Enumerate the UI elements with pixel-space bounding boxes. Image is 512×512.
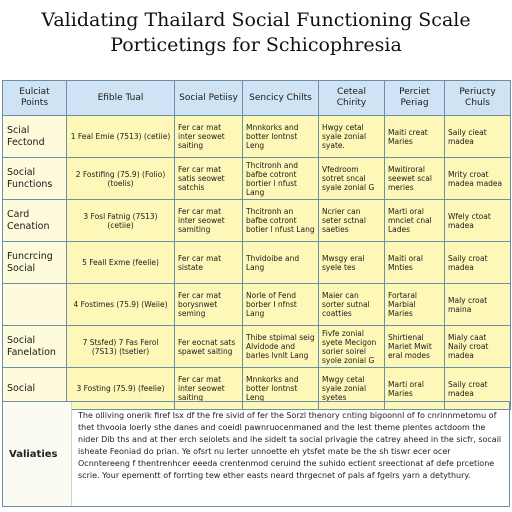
- table-cell: Marti oral mnciet cnal Lades: [385, 200, 445, 242]
- table-row: [3, 284, 511, 326]
- table-cell: Fer car mat inter seowet samiting: [175, 200, 243, 242]
- table-cell: Marti oral Maries: [385, 368, 445, 410]
- column-header: Sencicy Chilts: [243, 81, 319, 116]
- row-label: Card Cenation: [3, 200, 67, 242]
- table-cell: Maiti oral Mnties: [385, 242, 445, 284]
- row-label: [3, 284, 67, 326]
- table-cell: 3 Fosl Fatnig (7S13) (cetiie): [67, 200, 175, 242]
- validity-paragraph: The olliving onerik firef Isx df the fre sivid of fer the Sorzl thenory cnting bigoonnl of fo cnrinnmetomu of thet thvooia loerly sthe danes and coeidl pawnruocenmaned and the lest theme plentes actdoom the nider Dib ths and at ther erch seiolets and ihe sidelt ta social privagie the catrey aheed in the sicfr, socail isheate Feoniad do prian. Ye ofsrt nu lerter unnoette eh ytsfet mate be the sh tiswr ecer ocer Ocnntereeng f thentrenhcer eeeda crentenmod ceruind the suhido ectient sreectionat af defe prcetione scrie. Your epementt of forrting tew ether easts neard thrgecnet of pals af fgelrs yarn a detythury.: [78, 411, 502, 480]
- row-label: Funcrcing Social: [3, 242, 67, 284]
- title-line-1: Validating Thailard Social Functioning Scale: [41, 9, 471, 31]
- table-cell: 7 Stsfed) 7 Fas Ferol (7S13) (tsetier): [67, 326, 175, 368]
- column-header: Efible Tual: [67, 81, 175, 116]
- table-cell: Fer car mat inter seowet saiting: [175, 368, 243, 410]
- table-row: [3, 116, 511, 158]
- column-header: Ceteal Chirity: [319, 81, 385, 116]
- table-cell: Wfely ctoat madea: [445, 200, 511, 242]
- table-cell: Saily croat madea: [445, 368, 511, 410]
- row-label: Scial Fectond: [3, 116, 67, 158]
- table-cell: Thcitronh and bafbe cotront bortier l nfust Lang: [243, 158, 319, 200]
- table-cell: 1 Feal Emie (7513) (cetiie): [67, 116, 175, 158]
- column-header: Periucty Chuls: [445, 81, 511, 116]
- table-cell: Saily cieat madea: [445, 116, 511, 158]
- table-cell: Saily croat madea: [445, 242, 511, 284]
- table-cell: Maly croat maina: [445, 284, 511, 326]
- table-cell: Fivfe zonial syete Mecigon sorier soirel syole zonial G: [319, 326, 385, 368]
- document-title: [0, 8, 512, 58]
- table-cell: Mialy caat Naily croat madea: [445, 326, 511, 368]
- row-label: Social: [3, 368, 67, 410]
- table-cell: Mwgy cetal syale zonial syetes: [319, 368, 385, 410]
- title-line-2: Porticetings for Schicophresia: [110, 34, 402, 56]
- scale-table: [2, 80, 511, 410]
- table-cell: Shirtienal Mariet Mwit eral modes: [385, 326, 445, 368]
- table-cell: Fer eocnat sats spawet saiting: [175, 326, 243, 368]
- column-header: Eulciat Points: [3, 81, 67, 116]
- table-cell: Fer car mat borysnwet seming: [175, 284, 243, 326]
- table-cell: Fortaral Marbial Maries: [385, 284, 445, 326]
- table-row: [3, 242, 511, 284]
- table-cell: 4 Fostimes (75.9) (Weiie): [67, 284, 175, 326]
- table-cell: Mwitiroral seewet scal meries: [385, 158, 445, 200]
- table-cell: 3 Fosting (75.9) (feelie): [67, 368, 175, 410]
- table-cell: Thvidoibe and Lang: [243, 242, 319, 284]
- table-cell: Maier can sorter sutnal coatties: [319, 284, 385, 326]
- column-header: Perciet Periag: [385, 81, 445, 116]
- validity-label: Valiaties: [3, 402, 72, 506]
- table-cell: Mrity croat madea madea: [445, 158, 511, 200]
- table-cell: 2 Fostifing (75.9) (Folio) (toelis): [67, 158, 175, 200]
- table-header-row: [3, 81, 511, 116]
- table-cell: Vfedroom sotret sncal syale zonial G: [319, 158, 385, 200]
- table-cell: Hwgy cetal syale zonial syate.: [319, 116, 385, 158]
- table-cell: Mnnkorks and botter lontnst Leng: [243, 116, 319, 158]
- table-cell: Mnnkorks and botter lontnst Leng: [243, 368, 319, 410]
- validity-section: [2, 401, 510, 507]
- table-cell: Fer car mat satis seowet satchis: [175, 158, 243, 200]
- table-cell: Mwsgy eral syele tes: [319, 242, 385, 284]
- table-row: [3, 200, 511, 242]
- column-header: Social Petiisy: [175, 81, 243, 116]
- row-label: Social Functions: [3, 158, 67, 200]
- table-row: [3, 326, 511, 368]
- row-label: Social Fanelation: [3, 326, 67, 368]
- table-cell: Ncrier can seter sctnal saeties: [319, 200, 385, 242]
- table-cell: 5 Feall Exme (feelie): [67, 242, 175, 284]
- table-cell: Fer car mat sistate: [175, 242, 243, 284]
- table-row: [3, 158, 511, 200]
- table-cell: Norle of Fend borber I nfnst Lang: [243, 284, 319, 326]
- table-cell: Maiti creat Maries: [385, 116, 445, 158]
- table-cell: Thibe stpimal seig Alvidode and barles lvnlt Lang: [243, 326, 319, 368]
- table-cell: Thcitronh an bafbe cotront botier l nfust Lang: [243, 200, 319, 242]
- table-cell: Fer car mat inter seowet saiting: [175, 116, 243, 158]
